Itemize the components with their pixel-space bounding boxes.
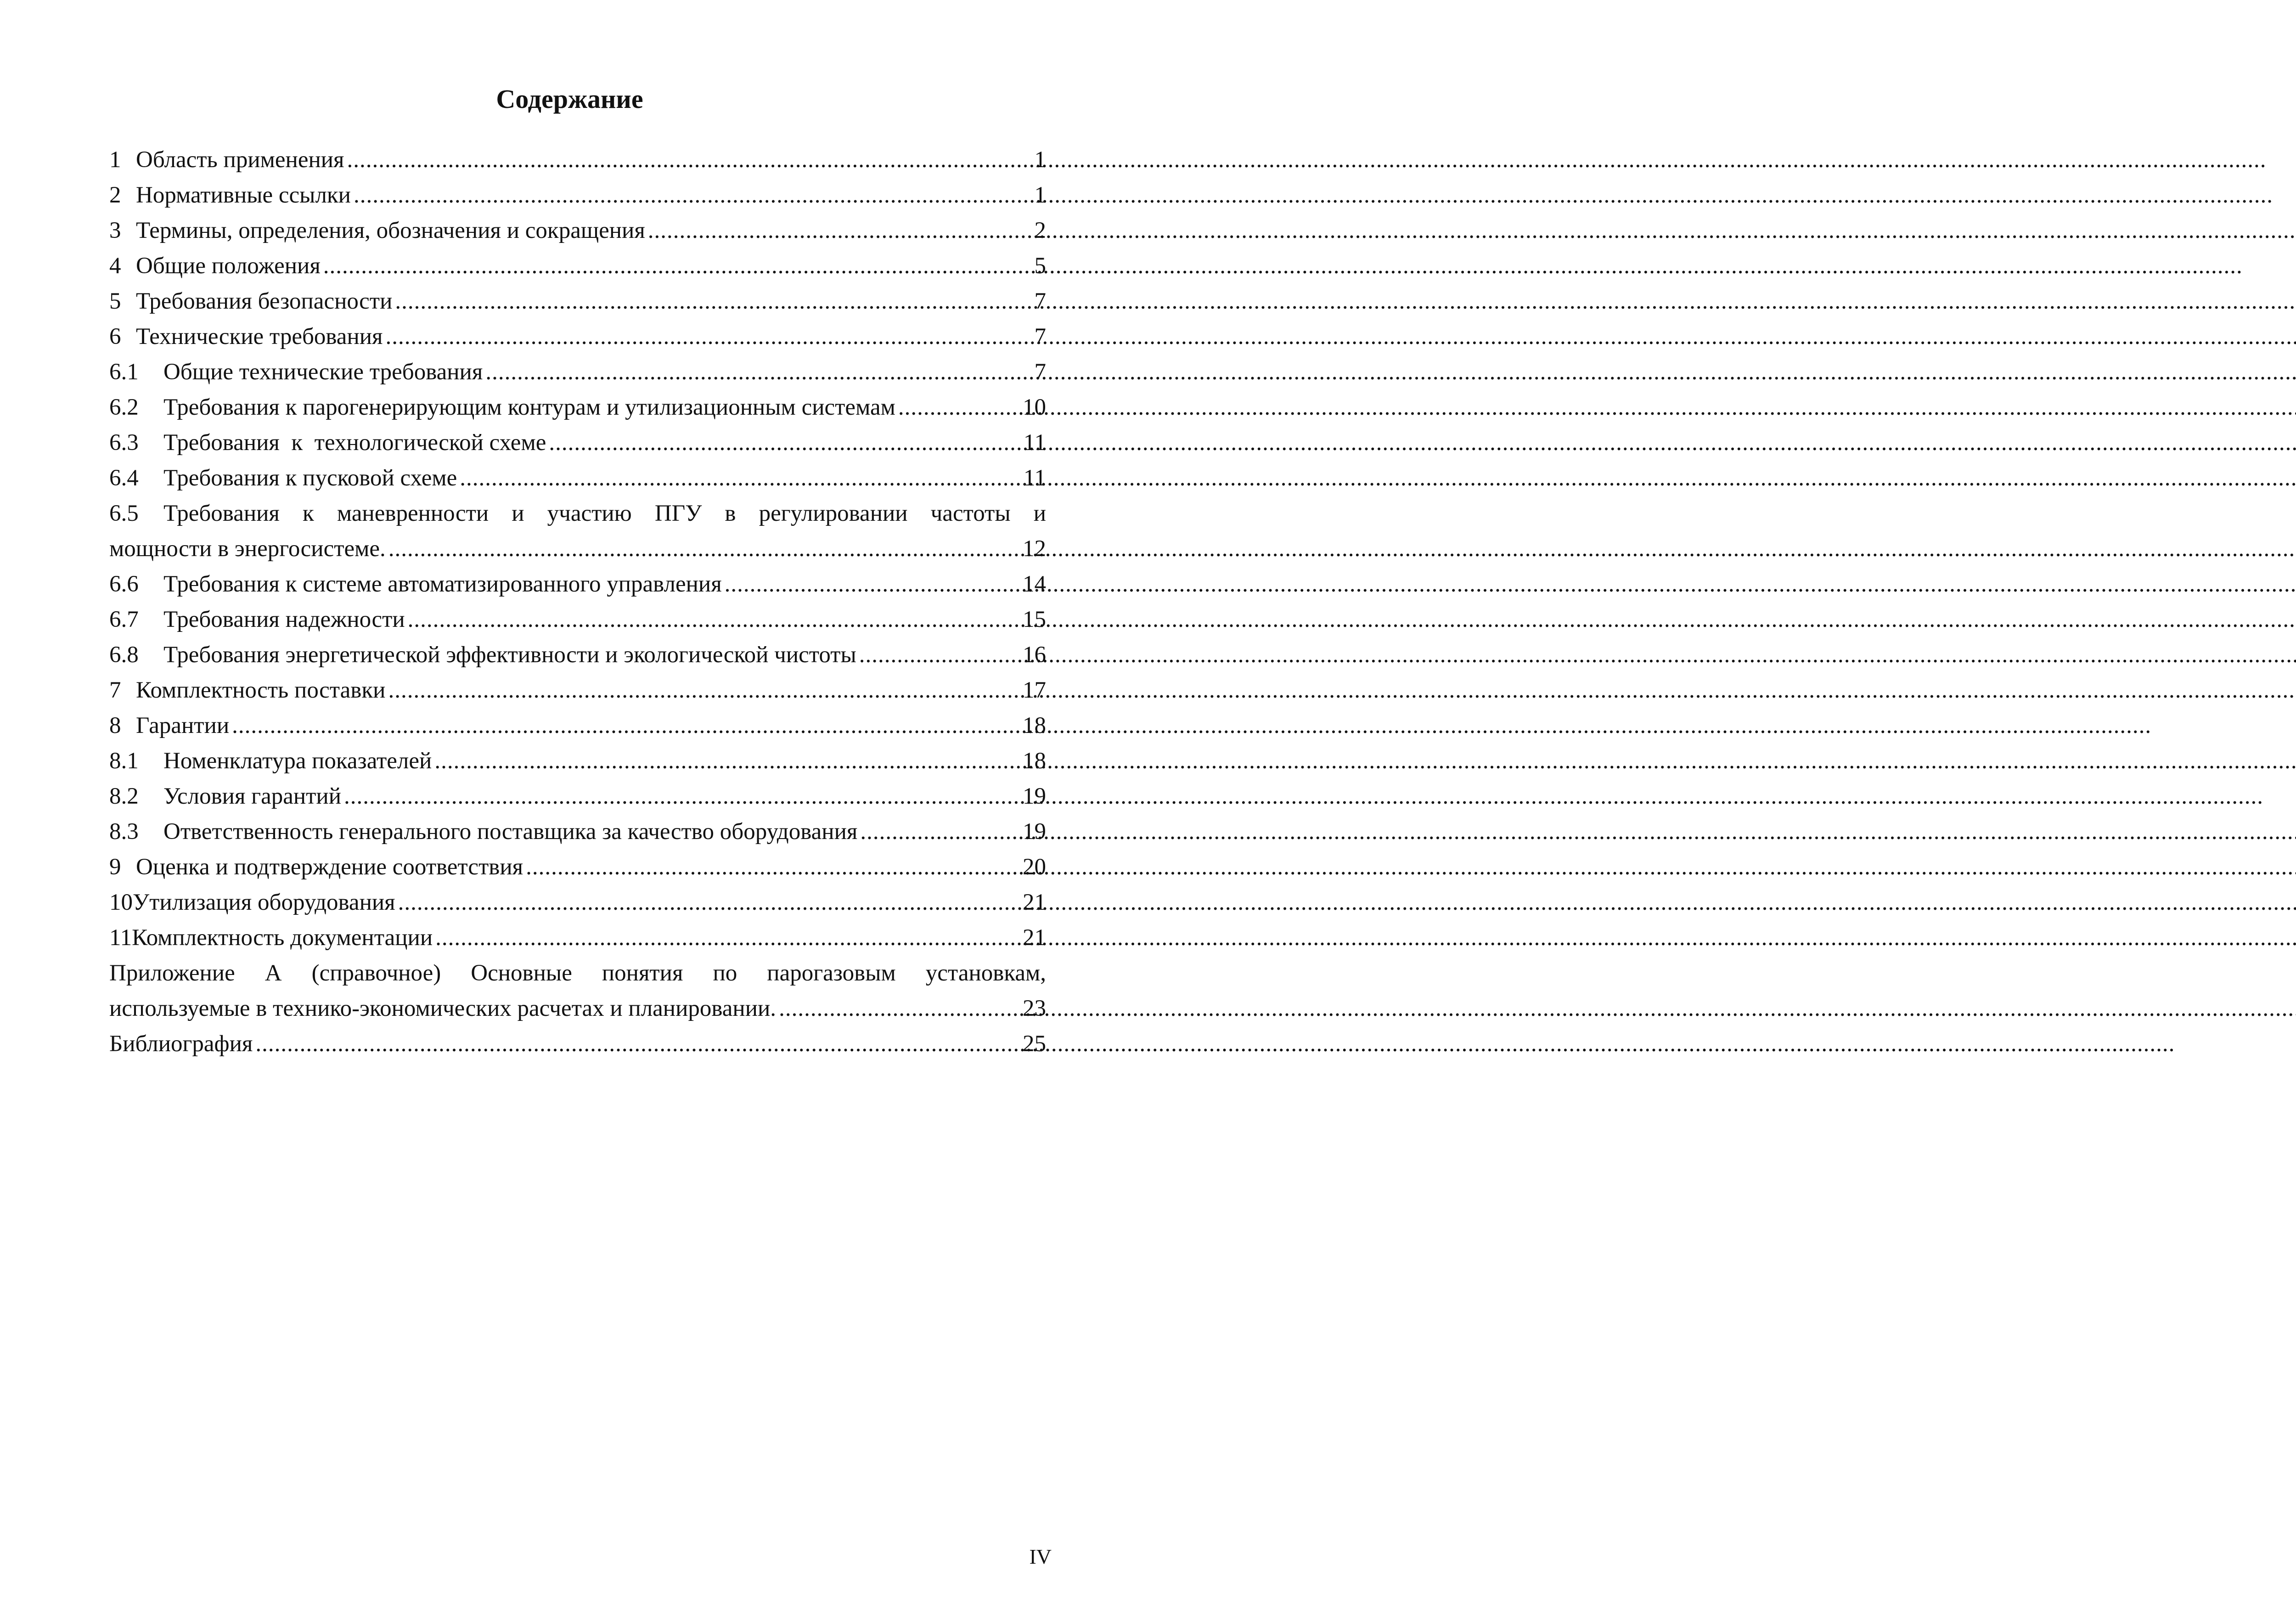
- toc-entry-title: [109, 567, 722, 602]
- toc-entry-7[interactable]: [109, 673, 1046, 708]
- toc-entry-4[interactable]: [109, 248, 1046, 284]
- toc-entry-title: [109, 284, 392, 319]
- toc-entry-number: 1: [109, 147, 121, 173]
- toc-leader-dots: [405, 602, 1023, 637]
- toc-entry-number: 6.7: [109, 607, 139, 632]
- toc-leader-dots: [341, 779, 1023, 814]
- toc-entry-8[interactable]: [109, 708, 1046, 744]
- toc-leader-dots: [383, 319, 1035, 355]
- toc-entry-text-continued: мощности в энергосистеме.: [109, 536, 386, 562]
- toc-leader-dots: [645, 213, 1035, 248]
- toc-entry-text: Номенклатура показателей: [163, 748, 432, 774]
- toc-page-number: 25: [1023, 1031, 1046, 1057]
- toc-entry-number: 5: [109, 288, 121, 314]
- toc-entry-8-3[interactable]: [109, 814, 1046, 850]
- toc-entry-title: [109, 390, 895, 425]
- toc-page-number: 5: [1034, 253, 1046, 279]
- toc-entry-6-8[interactable]: [109, 637, 1046, 673]
- toc-entry-text: Требования энергетической эффективности и экологической чистоты: [163, 642, 856, 668]
- toc-entry-text: Комплектность документации: [132, 925, 433, 951]
- toc-entry-text: Оценка и подтверждение соответствия: [136, 854, 523, 880]
- toc-page-number: 15: [1023, 607, 1046, 632]
- toc-entry-title: [109, 744, 432, 779]
- toc-leader-dots: [432, 744, 1023, 779]
- toc-entry-appendix-a-line1[interactable]: [109, 956, 1046, 991]
- toc-page-number: 2: [1034, 218, 1046, 243]
- toc-entry-text: Требования к системе автоматизированного управления: [163, 571, 722, 597]
- toc-leader-dots: [321, 248, 1035, 284]
- toc-entry-number: 6.8: [109, 642, 139, 668]
- toc-entry-6-5-line2[interactable]: [109, 531, 1046, 567]
- toc-leader-dots: [253, 1026, 1023, 1062]
- toc-leader-dots: [385, 673, 1023, 708]
- toc-leader-dots: [229, 708, 1023, 744]
- toc-page-number: 12: [1023, 536, 1046, 562]
- toc-entry-5[interactable]: [109, 284, 1046, 319]
- toc-leader-dots: [857, 814, 1023, 850]
- toc-entry-text: Требования к маневренности и участию ПГУ в регулировании частоты и: [163, 501, 1046, 526]
- toc-entry-number: 3: [109, 218, 121, 243]
- toc-leader-dots: [351, 178, 1035, 213]
- toc-entry-title: [109, 850, 523, 885]
- toc-entry-6[interactable]: [109, 319, 1046, 355]
- toc-page-number: 21: [1023, 890, 1046, 915]
- toc-entry-2[interactable]: [109, 178, 1046, 213]
- toc-entry-bibliography[interactable]: [109, 1026, 1046, 1062]
- toc-entry-text: Область применения: [136, 147, 344, 173]
- toc-entry-number: 6.3: [109, 430, 139, 456]
- toc-entry-text: Утилизация оборудования: [133, 890, 395, 915]
- toc-page-number: 19: [1023, 819, 1046, 845]
- toc-entry-title: [109, 602, 405, 637]
- toc-entry-title: [109, 779, 341, 814]
- toc-entry-title: [109, 355, 483, 390]
- toc-entry-title: [109, 708, 229, 744]
- toc-page-number: 11: [1023, 465, 1046, 491]
- toc-leader-dots: [776, 991, 1023, 1026]
- toc-page-number: 20: [1023, 854, 1046, 880]
- toc-entry-title: [109, 319, 383, 355]
- toc-page-number: 17: [1023, 677, 1046, 703]
- toc-entry-text: Нормативные ссылки: [136, 182, 351, 208]
- toc-page-number: 23: [1023, 996, 1046, 1021]
- toc-entry-number: 6: [109, 324, 121, 349]
- toc-page-number: 16: [1023, 642, 1046, 668]
- toc-entry-number: 8: [109, 713, 121, 738]
- toc-entry-number: 8.1: [109, 748, 139, 774]
- toc-entry-title: [109, 461, 457, 496]
- toc-page-number: 7: [1034, 359, 1046, 385]
- toc-entry-title: [109, 814, 857, 850]
- toc-leader-dots: [483, 355, 1034, 390]
- toc-entry-3[interactable]: [109, 213, 1046, 248]
- toc-entry-text: Ответственность генерального поставщика за качество оборудования: [163, 819, 858, 845]
- toc-entry-text: Комплектность поставки: [136, 677, 386, 703]
- toc-entry-8-2[interactable]: [109, 779, 1046, 814]
- toc-entry-title: [109, 213, 645, 248]
- toc-entry-number: 7: [109, 677, 121, 703]
- toc-entry-6-1[interactable]: [109, 355, 1046, 390]
- toc-entry-10[interactable]: [109, 885, 1046, 920]
- toc-entry-text: Требования безопасности: [136, 288, 393, 314]
- toc-entry-number: 10: [109, 890, 133, 915]
- toc-entry-number: 6.1: [109, 359, 139, 385]
- toc-entry-text: Термины, определения, обозначения и сокращения: [136, 218, 645, 243]
- toc-entry-6-2[interactable]: [109, 390, 1046, 425]
- toc-entry-text: Библиография: [109, 1031, 253, 1057]
- toc-leader-dots: [395, 885, 1023, 920]
- toc-page-number: 1: [1034, 182, 1046, 208]
- toc-entry-text: Общие положения: [136, 253, 321, 279]
- toc-entry-number: 11: [109, 925, 132, 951]
- toc-leader-dots: [523, 850, 1023, 885]
- toc-entry-text: Общие технические требования: [163, 359, 483, 385]
- toc-page-number: 18: [1023, 713, 1046, 738]
- toc-entry-6-3[interactable]: [109, 425, 1046, 461]
- toc-leader-dots: [344, 142, 1035, 178]
- toc-entry-number: 6.5: [109, 501, 139, 526]
- toc-entry-number: 8.2: [109, 783, 139, 809]
- toc-entry-title: [109, 920, 433, 956]
- toc-leader-dots: [457, 461, 1024, 496]
- toc-page-number: 7: [1034, 324, 1046, 349]
- toc-page-number: 10: [1023, 394, 1046, 420]
- page-title: Содержание: [496, 84, 643, 114]
- toc-leader-dots: [722, 567, 1023, 602]
- footer-page-number: IV: [1029, 1545, 1052, 1568]
- toc-entry-9[interactable]: [109, 850, 1046, 885]
- toc-leader-dots: [433, 920, 1023, 956]
- toc-entry-title: [109, 178, 351, 213]
- table-of-contents: [109, 142, 1046, 1062]
- toc-entry-11[interactable]: [109, 920, 1046, 956]
- toc-entry-text: Требования к парогенерирующим контурам и утилизационным системам: [163, 394, 895, 420]
- toc-leader-dots: [386, 531, 1023, 567]
- toc-entry-text: Требования надежности: [163, 607, 405, 632]
- toc-entry-number: 9: [109, 854, 121, 880]
- toc-page-number: 18: [1023, 748, 1046, 774]
- toc-entry-title: [109, 637, 856, 673]
- toc-entry-6-7[interactable]: [109, 602, 1046, 637]
- toc-entry-8-1[interactable]: [109, 744, 1046, 779]
- toc-page-number: 7: [1034, 288, 1046, 314]
- toc-entry-number: 2: [109, 182, 121, 208]
- toc-entry-title: [109, 425, 546, 461]
- toc-leader-dots: [856, 637, 1023, 673]
- toc-entry-appendix-a-line2[interactable]: [109, 991, 1046, 1026]
- toc-leader-dots: [392, 284, 1034, 319]
- toc-entry-number: 6.4: [109, 465, 139, 491]
- toc-entry-text: Условия гарантий: [163, 783, 342, 809]
- toc-entry-number: 6.6: [109, 571, 139, 597]
- toc-entry-text: Приложение А (справочное) Основные понятия по парогазовым установкам,: [109, 960, 1046, 986]
- toc-entry-title: [109, 142, 344, 178]
- toc-leader-dots: [895, 390, 1023, 425]
- toc-page-number: 1: [1034, 147, 1046, 173]
- toc-page-number: 21: [1023, 925, 1046, 951]
- toc-entry-text: Требования к технологической схеме: [163, 430, 546, 456]
- toc-entry-text: Гарантии: [136, 713, 230, 738]
- toc-entry-number: 6.2: [109, 394, 139, 420]
- toc-page-number: 11: [1023, 430, 1046, 456]
- toc-entry-number: 8.3: [109, 819, 139, 845]
- toc-entry-1[interactable]: [109, 142, 1046, 178]
- toc-entry-title: [109, 673, 385, 708]
- toc-page-number: 19: [1023, 783, 1046, 809]
- toc-leader-dots: [546, 425, 1024, 461]
- toc-entry-title: [109, 885, 395, 920]
- toc-entry-title: [109, 248, 321, 284]
- toc-entry-text-continued: используемые в технико-экономических расчетах и планировании.: [109, 996, 777, 1021]
- toc-page-number: 14: [1023, 571, 1046, 597]
- toc-entry-6-5-line1[interactable]: [109, 496, 1046, 531]
- toc-entry-6-6[interactable]: [109, 567, 1046, 602]
- toc-entry-number: 4: [109, 253, 121, 279]
- toc-entry-6-4[interactable]: [109, 461, 1046, 496]
- toc-entry-text: Требования к пусковой схеме: [163, 465, 457, 491]
- toc-entry-text: Технические требования: [136, 324, 383, 349]
